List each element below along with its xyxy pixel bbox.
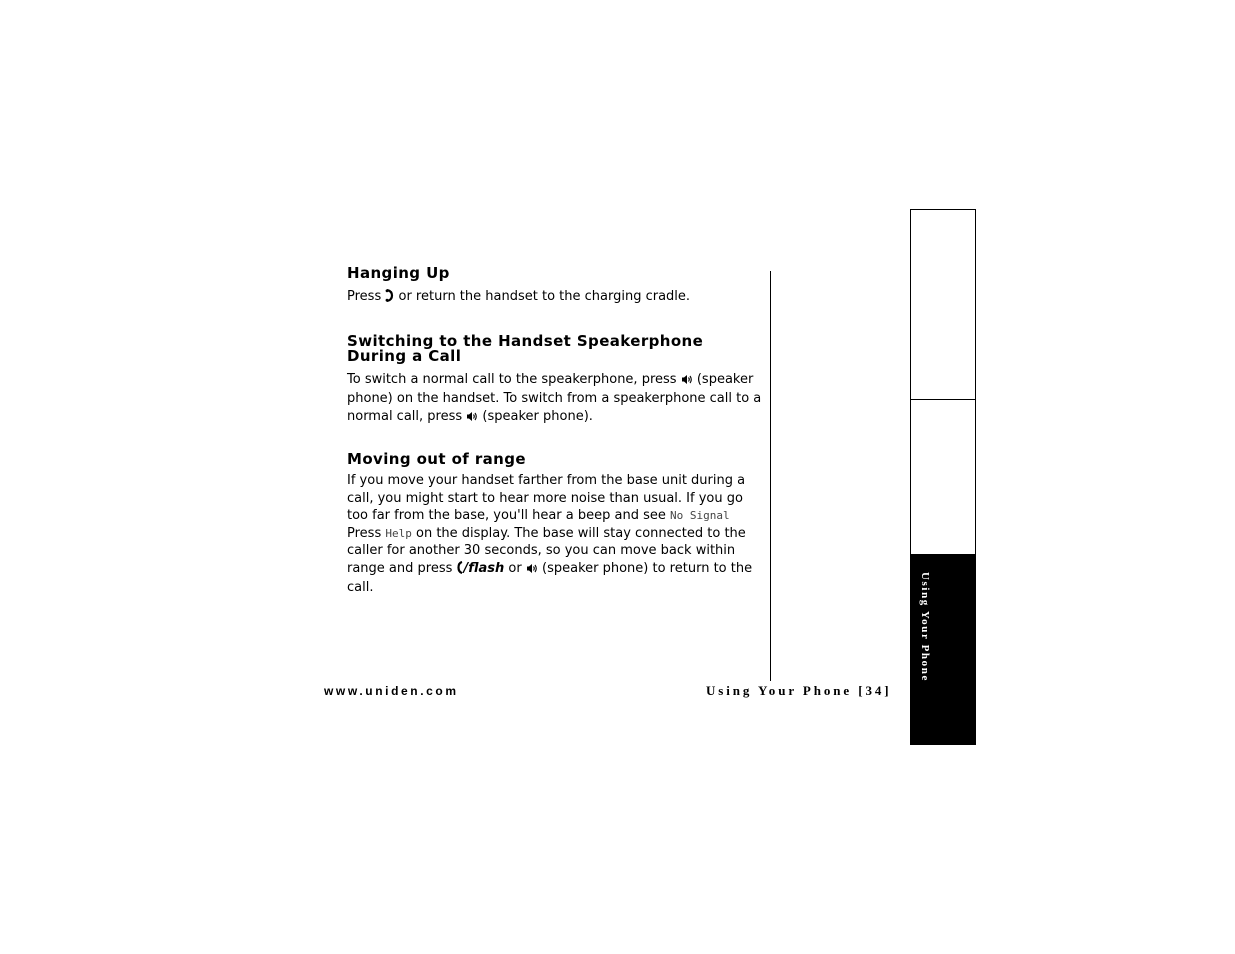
text-fragment: (speaker phone) on the handset. To switch from a speakerphone call to a normal call, press bbox=[347, 371, 762, 424]
lcd-text-no-signal: No Signal bbox=[670, 509, 730, 522]
speaker-icon bbox=[466, 410, 478, 428]
text-fragment: Press bbox=[347, 289, 382, 304]
text-fragment: If you move your handset farther from the base unit during a call, you might start to hear more noise than usual. If you go too far from the base, you'll hear a beep and see bbox=[347, 473, 746, 523]
speaker-icon bbox=[526, 562, 538, 580]
lcd-text-help: Help bbox=[385, 526, 412, 540]
talk-icon bbox=[457, 561, 464, 580]
section-out-of-range bbox=[347, 452, 765, 597]
paragraph-hanging-up bbox=[347, 288, 765, 308]
heading-out-of-range: Moving out of range bbox=[347, 450, 526, 468]
section-hanging-up bbox=[347, 266, 765, 308]
end-call-icon bbox=[385, 289, 394, 308]
text-fragment: or bbox=[508, 560, 522, 576]
heading-hanging-up: Hanging Up bbox=[347, 264, 450, 282]
flash-label: /flash bbox=[463, 560, 505, 576]
text-fragment: on the display. The base will stay connected to the caller for another 30 seconds, so you can move back within range and press bbox=[347, 525, 746, 576]
footer-page-label: Using Your Phone [34] bbox=[706, 683, 892, 698]
section-speakerphone bbox=[347, 331, 765, 428]
paragraph-speakerphone bbox=[347, 371, 765, 428]
main-content bbox=[347, 266, 765, 597]
footer-website: www.uniden.com bbox=[324, 684, 459, 698]
column-divider bbox=[770, 271, 771, 681]
speaker-icon bbox=[681, 373, 693, 391]
side-tab-label: Using Your Phone bbox=[919, 572, 931, 682]
paragraph-out-of-range bbox=[347, 472, 765, 597]
side-tab-1 bbox=[910, 209, 976, 400]
text-fragment: or return the handset to the charging cradle. bbox=[398, 289, 691, 304]
side-tab-2 bbox=[910, 399, 976, 555]
text-fragment: (speaker phone). bbox=[482, 408, 593, 424]
text-fragment: To switch a normal call to the speakerphone, press bbox=[347, 371, 677, 387]
text-fragment: Press bbox=[347, 525, 382, 541]
text-fragment: (speaker phone) to return to the call. bbox=[347, 560, 753, 595]
heading-speakerphone: Switching to the Handset Speakerphone During a Call bbox=[347, 331, 704, 365]
